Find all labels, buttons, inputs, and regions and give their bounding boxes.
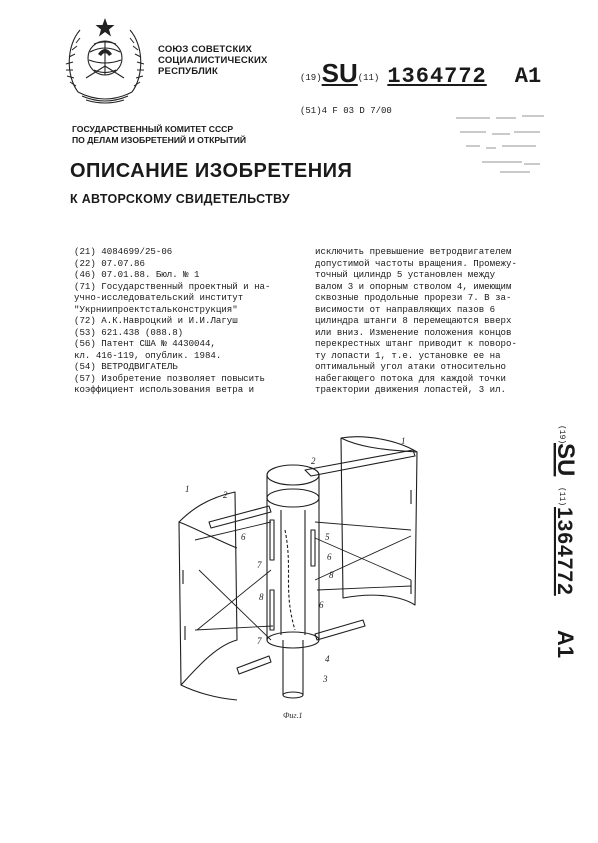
fig-label-7: 7: [257, 560, 262, 570]
state-line: СОЮЗ СОВЕТСКИХ: [158, 44, 253, 55]
patent-number: 1364772: [387, 64, 487, 89]
lower-arm-right: [315, 620, 365, 640]
fig-label-2: 2: [311, 456, 316, 466]
side-code-11: (11): [557, 487, 566, 507]
abstract-line: точный цилиндр 5 установлен между: [315, 269, 496, 280]
side-code-19: (19): [557, 425, 566, 445]
bibliographic-data: [74, 246, 270, 396]
abstract-line: набегающего потока для каждой точки: [315, 372, 506, 384]
lower-arm-left: [237, 656, 271, 674]
biblio-line: (22) 07.07.86: [74, 257, 145, 269]
country-code: SU: [321, 58, 358, 88]
fig-label-1: 1: [401, 436, 406, 446]
upper-arm-right: [305, 450, 415, 476]
fig-label-5: 5: [325, 532, 330, 542]
biblio-line: кл. 416-119, опублик. 1984.: [74, 349, 222, 361]
document-subtitle: К АВТОРСКОМУ СВИДЕТЕЛЬСТВУ: [70, 192, 290, 206]
inid-code-11: (11): [357, 73, 380, 83]
abstract-line: валом 3 и опорным стволом 4, имеющим: [315, 280, 512, 292]
fig-label-1: 1: [185, 484, 190, 494]
abstract-line: висимости от направляющих пазов 6: [315, 303, 496, 315]
biblio-line: (72) А.К.Навроцкий и И.И.Лагуш: [74, 315, 238, 326]
biblio-line: коэффициент использования ветра и: [74, 384, 255, 395]
document-number: [300, 58, 541, 89]
fig-label-6: 6: [241, 532, 246, 542]
biblio-line: (71) Государственный проектный и на-: [74, 280, 271, 292]
fig-label-8: 8: [259, 592, 264, 602]
abstract-line: перекрестных штанг приводит к поворо-: [315, 338, 517, 349]
state-emblem: [64, 16, 146, 108]
cylinder-top: [267, 465, 319, 485]
outer-cylinder: [267, 498, 319, 640]
wind-turbine-drawing: [165, 430, 435, 720]
committee-line: ГОСУДАРСТВЕННЫЙ КОМИТЕТ СССР: [72, 124, 234, 134]
state-line: РЕСПУБЛИК: [158, 66, 218, 77]
left-blade: [179, 492, 237, 685]
inid-code-19: (19): [300, 73, 322, 83]
fig-label-6: 6: [319, 600, 324, 610]
document-title: ОПИСАНИЕ ИЗОБРЕТЕНИЯ: [70, 160, 353, 182]
biblio-line: учно-исследовательский институт: [74, 292, 244, 303]
figure-caption: Фиг.1: [283, 711, 303, 720]
upper-arm-left: [209, 506, 271, 528]
side-document-number: [548, 425, 582, 670]
abstract-line: траектории движения лопастей, 3 ил.: [315, 384, 506, 395]
right-blade: [341, 437, 417, 605]
biblio-line: (21) 4084699/25-06: [74, 246, 173, 257]
biblio-line: "Укрниипроектстальконструкция": [74, 303, 238, 315]
committee-name: [72, 124, 246, 145]
abstract-line: цилиндра штанги 8 перемещаются вверх: [315, 315, 512, 326]
side-country: SU: [552, 443, 579, 477]
biblio-line: (54) ВЕТРОДВИГАТЕЛЬ: [74, 361, 178, 372]
committee-line: ПО ДЕЛАМ ИЗОБРЕТЕНИЙ И ОТКРЫТИЙ: [72, 134, 247, 145]
kind-code: A1: [514, 64, 542, 89]
abstract-line: или вниз. Изменение положения концов: [315, 326, 512, 338]
abstract-line: оптимальный угол атаки относительно: [315, 361, 506, 372]
abstract-line: допустимой частоты вращения. Промежу-: [315, 257, 517, 269]
biblio-line: (53) 621.438 (088.8): [74, 326, 184, 338]
fig-label-2: 2: [223, 490, 228, 500]
fig-label-6: 6: [327, 552, 332, 562]
biblio-line: (46) 07.01.88. Бюл. № 1: [74, 269, 200, 280]
abstract-line: ту лопасти 1, т.е. установке ее на: [315, 349, 501, 361]
state-name: [158, 44, 268, 77]
ipc-classification: (51)4 F 03 D 7/00: [300, 106, 392, 116]
fig-label-3: 3: [323, 674, 328, 684]
biblio-line: (57) Изобретение позволяет повысить: [74, 372, 265, 384]
side-patent-number: 1364772: [553, 507, 576, 596]
fig-label-8: 8: [329, 570, 334, 580]
side-kind: A1: [553, 630, 578, 659]
abstract-line: исключить превышение ветродвигателем: [315, 246, 512, 257]
fig-label-4: 4: [325, 654, 330, 664]
library-stamp: [452, 112, 552, 178]
state-line: СОЦИАЛИСТИЧЕСКИХ: [158, 55, 268, 66]
fig-label-7: 7: [257, 636, 262, 646]
biblio-line: (56) Патент США № 4430044,: [74, 338, 216, 349]
abstract-line: сквозные продольные прорези 7. В за-: [315, 292, 512, 303]
abstract-text: [315, 246, 517, 396]
